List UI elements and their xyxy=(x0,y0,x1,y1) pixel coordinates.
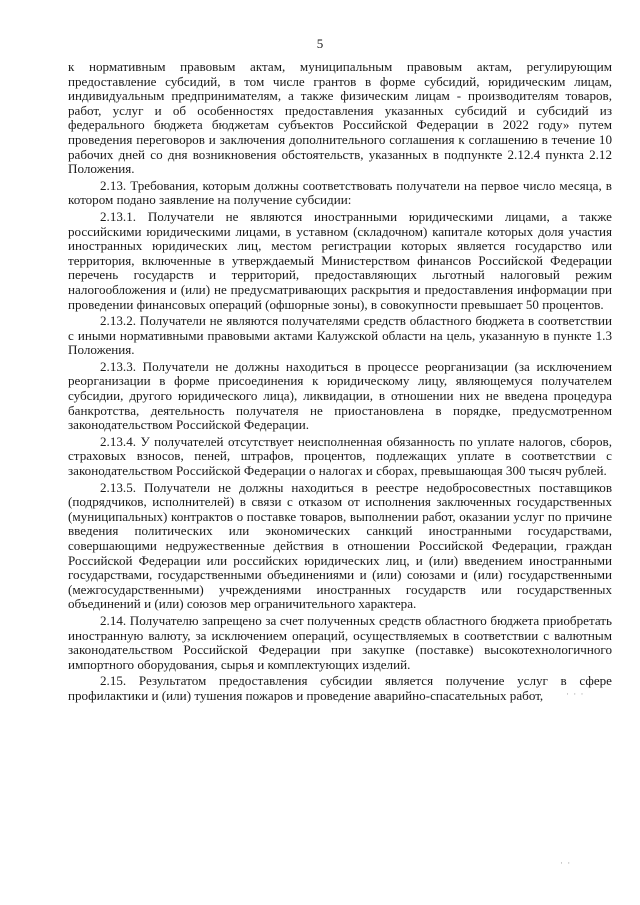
paragraph-2-13-2: 2.13.2. Получатели не являются получателями средств областного бюджета в соответствии с иными нормативными правовыми актами Калужской области на цель, указанную в пункте 1.3 Положения. xyxy=(68,313,612,358)
paragraph-2-13-4: 2.13.4. У получателей отсутствует неисполненная обязанность по уплате налогов, сборов, страховых взносов, пеней, штрафов, процентов, подлежащих уплате в соответствии с законодательством Российской Федерации о налогах и сборах, превышающая 300 тысяч рублей. xyxy=(68,433,612,479)
paragraph-2-13: 2.13. Требования, которым должны соответствовать получатели на первое число месяца, в котором подано заявление на получение субсидии: xyxy=(68,177,612,208)
page-number: 5 xyxy=(316,36,324,51)
paragraph-2-13-3: 2.13.3. Получатели не должны находиться в процессе реорганизации (за исключением реорганизации в форме присоединения к юридическому лицу, являющемуся получателем субсидии, другого юридического лица), ликвидации, в отношении них не введена процедура банкротства, деятельность получателя не приостановлена в порядке, предусмотренном законодательством Российской Федерации. xyxy=(68,358,612,433)
document-body xyxy=(68,60,612,706)
paragraph-continuation: к нормативным правовым актам, муниципальным правовым актам, регулирующим предоставление субсидий, в том числе грантов в форме субсидий, юридическим лицам, индивидуальным предпринимателям, а также физическим лицам - производителям товаров, работ, услуг и об особенностях предоставления указанных субсидий и субсидий из федерального бюджета бюджетам субъектов Российской Федерации в 2022 году» путем проведения переговоров и заключения дополнительного соглашения к соглашению в течение 10 рабочих дней со дня возникновения обстоятельств, указанных в подпункте 2.12.4 пункта 2.12 Положения. xyxy=(68,59,612,177)
paragraph-2-13-5: 2.13.5. Получатели не должны находиться в реестре недобросовестных поставщиков (подрядчиков, исполнителей) в связи с отказом от исполнения заключенных государственных (муниципальных) контрактов о поставке товаров, выполнении работ, оказании услуг по причине введения политических или экономических санкций иностранными государствами, совершающими недружественные действия в отношении Российской Федерации, граждан Российской Федерации или российских юридических лиц, и (или) введением иностранными государствами, государственными объединениями и (или) союзами и (или) государственными (межгосударственными) учреждениями иностранных государств или государственных объединений и (или) союзов мер ограничительного характера. xyxy=(68,479,612,612)
paragraph-2-14: 2.14. Получателю запрещено за счет полученных средств областного бюджета приобретать иностранную валюту, за исключением операций, осуществляемых в соответствии с валютным законодательством Российской Федерации при закупке (поставке) высокотехнологичного импортного оборудования, сырья и комплектующих изделий. xyxy=(68,612,612,672)
scan-artifact-dots: · · · xyxy=(566,689,585,699)
scan-artifact-dots-lower: · · xyxy=(560,858,572,868)
paragraph-2-13-1: 2.13.1. Получатели не являются иностранными юридическими лицами, а также российскими юридическими лицами, в уставном (складочном) капитале которых доля участия иностранных юридических лиц, местом регистрации которых является государство или территория, включенные в утверждаемый Министерством финансов Российской Федерации перечень государств и территорий, предоставляющих льготный налоговый режим налогообложения и (или) не предусматривающих раскрытия и предоставления информации при проведении финансовых операций (офшорные зоны), в совокупности превышает 50 процентов. xyxy=(68,208,612,312)
paragraph-2-15: 2.15. Результатом предоставления субсидии является получение услуг в сфере профилактики и (или) тушения пожаров и проведение аварийно-спасательных работ, xyxy=(68,673,612,703)
